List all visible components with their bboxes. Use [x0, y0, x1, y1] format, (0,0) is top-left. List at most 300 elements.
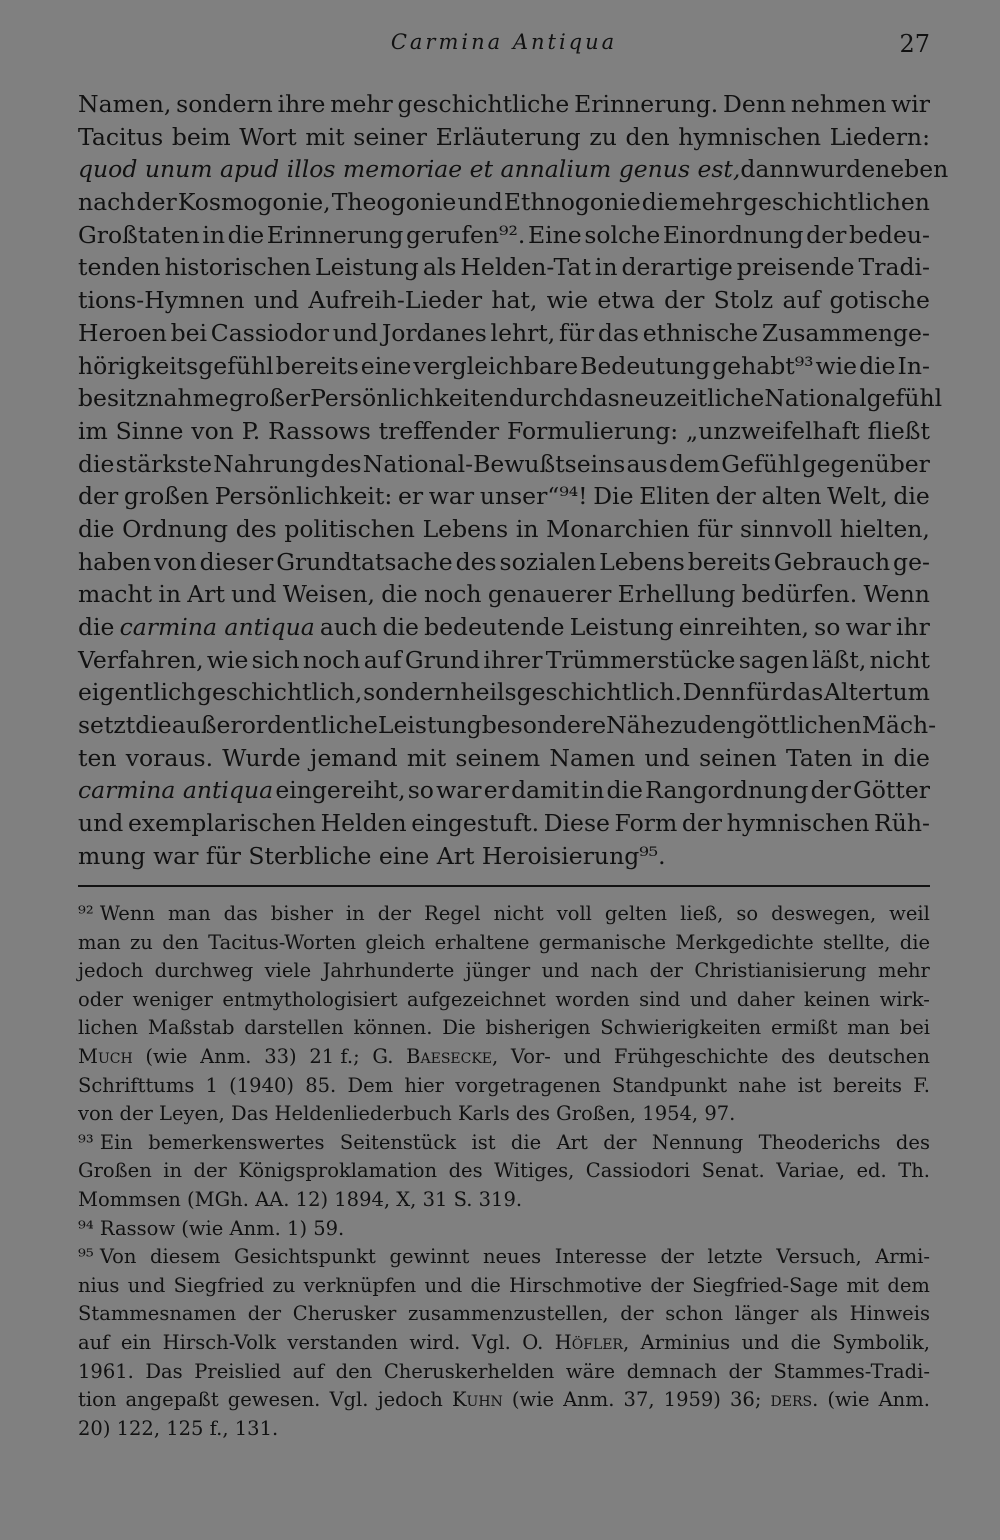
- word: gehabt⁹³: [712, 351, 814, 380]
- word: preisende: [736, 253, 855, 282]
- word: Witiges,: [494, 1159, 575, 1183]
- word: Anm.: [878, 1388, 930, 1412]
- word: beim: [171, 122, 231, 151]
- word: Theoderichs: [758, 1130, 881, 1154]
- word: zu: [272, 1273, 296, 1297]
- word: und: [78, 809, 124, 838]
- word: Diese: [543, 809, 610, 838]
- word: der: [620, 1302, 654, 1326]
- word: der: [806, 220, 847, 249]
- word: Preislied: [194, 1359, 282, 1383]
- word: läßt,: [812, 645, 867, 674]
- word: Denn: [682, 678, 746, 707]
- word: hymnischen: [678, 122, 822, 151]
- word: geschichtlich,: [196, 678, 363, 707]
- word: Erinnerung: [266, 220, 404, 249]
- word: Großen: [78, 1159, 152, 1183]
- word: Art: [556, 1130, 588, 1154]
- word: das: [782, 678, 824, 707]
- word: (wie: [827, 1388, 870, 1412]
- word: Zusammenge-: [761, 318, 930, 347]
- word: in: [158, 580, 181, 609]
- word: Die: [593, 482, 634, 511]
- word: Die: [442, 1016, 476, 1040]
- word: von der Leyen, Das Heldenliederbuch Karls des Großen, 1954, 97.: [78, 1102, 736, 1126]
- word: in: [345, 902, 365, 925]
- word: den: [625, 122, 670, 151]
- word: im: [78, 416, 108, 445]
- word: die: [78, 613, 115, 641]
- word: Anm.: [200, 1044, 252, 1068]
- word: die: [510, 1130, 542, 1154]
- word: historischen: [164, 253, 312, 282]
- word: Welt,: [827, 482, 888, 511]
- word: jedoch: [78, 959, 144, 983]
- word: entmythologisiert: [222, 987, 398, 1011]
- text-line: [78, 709, 937, 742]
- word: der: [247, 1302, 282, 1326]
- word: 36;: [730, 1388, 762, 1412]
- footnote-divider: [78, 885, 930, 887]
- word: Schrifttums: [78, 1073, 195, 1097]
- word: germanische: [538, 930, 667, 954]
- footnote-line: [78, 1072, 930, 1101]
- word: Königsproklamation: [238, 1159, 438, 1183]
- word: Frühgeschichte: [613, 1044, 769, 1068]
- word: lichen: [78, 1016, 139, 1040]
- word: Namen,: [78, 90, 172, 118]
- word: der: [377, 902, 412, 925]
- word: zu: [669, 711, 698, 740]
- word: Nahrung: [213, 449, 320, 478]
- word: der: [136, 188, 177, 217]
- word: 1: [205, 1073, 218, 1097]
- footnote-line: [78, 1043, 930, 1072]
- text-line: [78, 546, 930, 579]
- word: ed.: [856, 1159, 887, 1183]
- running-title: Carmina Antiqua: [390, 30, 618, 54]
- word: Regel: [424, 902, 481, 925]
- word: Vgl.: [329, 1388, 369, 1412]
- text-line: [78, 513, 930, 546]
- word: ihr: [896, 613, 930, 641]
- word: länger: [734, 1302, 799, 1326]
- word: den: [162, 930, 199, 954]
- word: 1959): [663, 1388, 721, 1412]
- word: eingestuft.: [411, 809, 540, 838]
- word: verknüpfen: [303, 1273, 417, 1297]
- word: des: [455, 547, 497, 576]
- word: des: [235, 514, 277, 543]
- word: wie: [206, 645, 249, 674]
- word: Heroen: [78, 318, 167, 347]
- page-header: [78, 30, 930, 62]
- text-line: [78, 807, 930, 840]
- word: in: [515, 514, 539, 543]
- text-line: [78, 350, 930, 383]
- word: ⁹⁴ Rassow (wie Anm. 1) 59.: [78, 1216, 345, 1240]
- word: mehr: [679, 188, 742, 217]
- text-line: [78, 676, 930, 709]
- word: deutschen: [827, 1044, 930, 1068]
- word: Vor-: [510, 1044, 551, 1068]
- word: Weisen,: [282, 580, 375, 609]
- footnote-line: [78, 1329, 930, 1358]
- word: Leistung: [377, 711, 482, 740]
- word: sich: [251, 645, 300, 674]
- word: durchweg: [154, 959, 254, 983]
- footnotes: [78, 900, 930, 1443]
- footnote-line: [78, 1014, 930, 1043]
- word: die: [893, 743, 930, 772]
- word: 1961.: [78, 1359, 134, 1383]
- word: nahe: [738, 1073, 787, 1097]
- word: Theogonie: [331, 188, 457, 217]
- footnote-line: [78, 986, 930, 1015]
- word: für: [559, 318, 595, 347]
- word: das: [578, 384, 620, 413]
- word: Armi-: [875, 1245, 930, 1269]
- footnote-line: [78, 929, 930, 958]
- word: bei: [170, 318, 208, 347]
- footnote-line: [78, 1186, 930, 1215]
- word: gotische: [829, 286, 930, 315]
- word: Schwierigkeiten: [600, 1016, 762, 1040]
- word: ders.: [770, 1388, 819, 1412]
- word: tenden: [78, 253, 161, 282]
- text-line: [78, 578, 930, 611]
- word: mehr: [877, 959, 930, 983]
- word: gewesen.: [227, 1388, 321, 1412]
- word: Großtaten: [78, 220, 200, 249]
- text-line: [78, 219, 930, 252]
- word: Lebens: [422, 514, 509, 543]
- word: Formulierung:: [506, 416, 679, 445]
- word: der: [193, 1159, 227, 1183]
- word: auch: [319, 613, 378, 641]
- word: 21 f.;: [309, 1044, 360, 1068]
- word: in: [202, 220, 226, 249]
- word: Persönlichkeiten: [310, 384, 509, 413]
- word: Dem: [347, 1073, 394, 1097]
- word: so: [736, 902, 759, 925]
- word: als: [422, 253, 457, 282]
- word: war: [845, 613, 891, 641]
- word: stärkste: [115, 449, 213, 478]
- word: vorgetragenen: [455, 1073, 601, 1097]
- word: politischen: [284, 514, 415, 543]
- word: demnach: [626, 1359, 717, 1383]
- word: den: [697, 711, 742, 740]
- word: Rangordnung: [645, 776, 809, 805]
- word: war: [428, 482, 475, 511]
- word: National-Bewußtseins: [362, 449, 626, 478]
- word: Helden: [320, 809, 407, 838]
- main-text: [78, 88, 949, 873]
- word: sondern: [363, 678, 460, 707]
- word: wie: [815, 351, 858, 380]
- page-number: 27: [899, 30, 930, 58]
- word: wirk-: [879, 987, 930, 1011]
- text-line: [78, 611, 930, 644]
- word: Tacitus: [78, 122, 164, 151]
- word: zu: [589, 122, 617, 151]
- word: von: [191, 416, 234, 445]
- text-line: [78, 153, 949, 186]
- word: besitznahme: [78, 384, 229, 413]
- word: viele: [264, 959, 312, 983]
- word: die: [382, 613, 419, 641]
- word: auf: [782, 286, 821, 315]
- word: ihre: [277, 90, 326, 118]
- word: Denn: [723, 90, 787, 118]
- word: zusammenzustellen,: [408, 1302, 609, 1326]
- word: nach: [590, 959, 639, 983]
- word: der: [681, 809, 723, 838]
- footnote-line: [78, 1129, 930, 1158]
- word: Bedeutung: [580, 351, 711, 380]
- word: lehrt,: [490, 318, 556, 347]
- footnote-line: [78, 1100, 930, 1129]
- word: neues: [482, 1245, 542, 1269]
- word: wurden: [799, 155, 891, 184]
- word: Helden-Tat: [460, 253, 591, 282]
- word: angepaßt: [125, 1388, 219, 1412]
- word: weil: [889, 902, 930, 925]
- word: Seitenstück: [339, 1130, 457, 1154]
- word: bereits: [687, 547, 771, 576]
- word: sondern: [176, 90, 273, 118]
- word: war: [436, 776, 482, 805]
- word: Mommsen (MGh. AA. 12) 1894, X, 31 S. 319.: [78, 1187, 523, 1211]
- word: schon: [665, 1302, 724, 1326]
- word: wie: [546, 286, 589, 315]
- word: den: [335, 1359, 373, 1383]
- word: gerufen⁹².: [406, 220, 526, 249]
- word: 37,: [623, 1388, 655, 1412]
- word: keinen: [803, 987, 871, 1011]
- word: haben: [78, 547, 152, 576]
- word: ihrer: [483, 645, 543, 674]
- word: können.: [353, 1016, 433, 1040]
- word: quod unum apud illos memoriae et annalium genus est,: [78, 155, 741, 184]
- word: worden: [555, 987, 630, 1011]
- text-line: [78, 382, 943, 415]
- word: der: [78, 482, 119, 511]
- word: heilsgeschichtlich.: [460, 678, 682, 707]
- word: alten: [761, 482, 822, 511]
- word: in: [581, 776, 605, 805]
- word: aufgezeichnet: [407, 987, 546, 1011]
- word: bedeutende: [424, 613, 565, 641]
- word: Ethnogonie: [503, 188, 641, 217]
- word: nius: [78, 1273, 120, 1297]
- word: die: [135, 711, 172, 740]
- word: und: [563, 1044, 602, 1068]
- word: Jahrhunderte: [322, 959, 455, 983]
- text-line: [78, 317, 930, 350]
- word: exemplarischen: [127, 809, 317, 838]
- word: Eliten: [639, 482, 710, 511]
- word: Tacitus-Worten: [208, 930, 357, 954]
- word: solche: [584, 220, 661, 249]
- word: und: [541, 959, 580, 983]
- footnote-line: [78, 1215, 930, 1244]
- word: Das: [145, 1359, 183, 1383]
- word: des: [781, 1044, 816, 1068]
- word: tions-Hymnen: [78, 286, 245, 315]
- word: seinem: [455, 743, 541, 772]
- word: Aufreih-Lieder: [308, 286, 483, 315]
- text-line: [78, 121, 930, 154]
- word: sagen: [738, 645, 809, 674]
- word: bedürfen.: [741, 580, 858, 609]
- text-line: [78, 251, 930, 284]
- word: bemerkenswertes: [148, 1130, 325, 1154]
- word: Wenn: [863, 580, 930, 609]
- footnote-line: [78, 1272, 930, 1301]
- word: die: [859, 351, 896, 380]
- word: und: [253, 286, 300, 315]
- word: (1940): [229, 1073, 295, 1097]
- word: nehmen: [790, 90, 887, 118]
- word: gelten: [604, 902, 668, 925]
- word: 33): [264, 1044, 297, 1068]
- word: jünger: [465, 959, 531, 983]
- word: Gefühl: [721, 449, 801, 478]
- word: göttlichen: [741, 711, 862, 740]
- word: so: [407, 776, 434, 805]
- word: ⁹² Wenn: [78, 902, 155, 925]
- word: carmina antiqua: [119, 613, 315, 641]
- text-line: [78, 480, 930, 513]
- text-line: [78, 742, 930, 775]
- word: Stolz: [713, 286, 774, 315]
- word: der: [660, 1245, 694, 1269]
- word: Versuch,: [776, 1245, 862, 1269]
- word: Rassows: [268, 416, 371, 445]
- word: ⁹³ Ein: [78, 1130, 133, 1154]
- word: Leistung: [569, 613, 674, 641]
- word: erhaltene: [434, 930, 530, 954]
- word: einreihten,: [678, 613, 810, 641]
- word: 20) 122, 125 f., 131.: [78, 1416, 279, 1440]
- word: Kuhn: [451, 1388, 503, 1412]
- word: eben: [890, 155, 949, 184]
- word: deswegen,: [771, 902, 877, 925]
- word: und: [741, 1330, 780, 1354]
- word: Gesichtspunkt: [233, 1245, 376, 1269]
- word: außerordentliche: [171, 711, 378, 740]
- footnote-line: [78, 1358, 930, 1387]
- word: Hirsch-Volk: [162, 1330, 276, 1354]
- word: großen: [123, 482, 210, 511]
- word: in: [163, 1159, 183, 1183]
- word: Altertum: [823, 678, 930, 707]
- word: dem: [887, 1273, 930, 1297]
- word: stellte,: [822, 930, 891, 954]
- text-line: [78, 88, 930, 121]
- word: Grundtatsache: [276, 547, 453, 576]
- word: man: [847, 1016, 890, 1040]
- word: besondere: [481, 711, 607, 740]
- footnote-line: [78, 1243, 930, 1272]
- word: weniger: [132, 987, 213, 1011]
- word: Namen: [549, 743, 636, 772]
- word: sinnvoll: [739, 514, 833, 543]
- word: dieser: [199, 547, 274, 576]
- word: F.: [913, 1073, 930, 1097]
- word: Liedern:: [829, 122, 930, 151]
- word: das: [597, 318, 639, 347]
- footnote-line: [78, 1157, 930, 1186]
- word: nicht: [869, 645, 930, 674]
- word: Lebens: [599, 547, 685, 576]
- word: Variae,: [776, 1159, 846, 1183]
- word: Arminius: [640, 1330, 731, 1354]
- word: für: [746, 678, 782, 707]
- word: Maßstab: [147, 1016, 235, 1040]
- word: tion: [78, 1388, 117, 1412]
- word: des: [320, 449, 362, 478]
- word: eine: [360, 351, 412, 380]
- word: Nähe: [606, 711, 670, 740]
- word: wir: [891, 90, 930, 118]
- word: sind: [639, 987, 681, 1011]
- word: unser“⁹⁴!: [479, 482, 588, 511]
- word: Stammesnamen: [78, 1302, 237, 1326]
- word: neuzeitliche: [619, 384, 765, 413]
- word: bereits: [275, 351, 359, 380]
- footnote-line: [78, 900, 930, 929]
- word: verstanden: [287, 1330, 398, 1354]
- word: Höfler,: [554, 1330, 630, 1354]
- text-line: [78, 774, 930, 807]
- word: Grund: [404, 645, 481, 674]
- word: daher: [736, 987, 795, 1011]
- word: man: [78, 930, 121, 954]
- word: Kosmogonie,: [177, 188, 331, 217]
- word: setzt: [78, 711, 136, 740]
- word: diesem: [150, 1245, 221, 1269]
- word: auf: [78, 1330, 110, 1354]
- word: bereits: [833, 1073, 903, 1097]
- word: darstellen: [244, 1016, 344, 1040]
- word: Erläuterung: [435, 122, 581, 151]
- text-line: [78, 284, 930, 317]
- word: der: [664, 286, 705, 315]
- word: In-: [897, 351, 930, 380]
- word: etwa: [597, 286, 655, 315]
- word: sozialen: [499, 547, 597, 576]
- word: gewinnt: [389, 1245, 470, 1269]
- word: (wie: [511, 1388, 554, 1412]
- word: „unzweifelhaft: [686, 416, 860, 445]
- word: oder: [78, 987, 124, 1011]
- word: und: [644, 743, 690, 772]
- word: des: [895, 1130, 930, 1154]
- word: Rüh-: [874, 809, 930, 838]
- word: Cheruskerhelden: [383, 1359, 555, 1383]
- word: Th.: [898, 1159, 930, 1183]
- word: Anm.: [563, 1388, 615, 1412]
- word: Einordnung: [662, 220, 804, 249]
- word: großer: [228, 384, 311, 413]
- word: voraus.: [125, 743, 214, 772]
- word: die: [790, 1330, 821, 1354]
- word: dann: [740, 155, 800, 184]
- word: der: [603, 1130, 637, 1154]
